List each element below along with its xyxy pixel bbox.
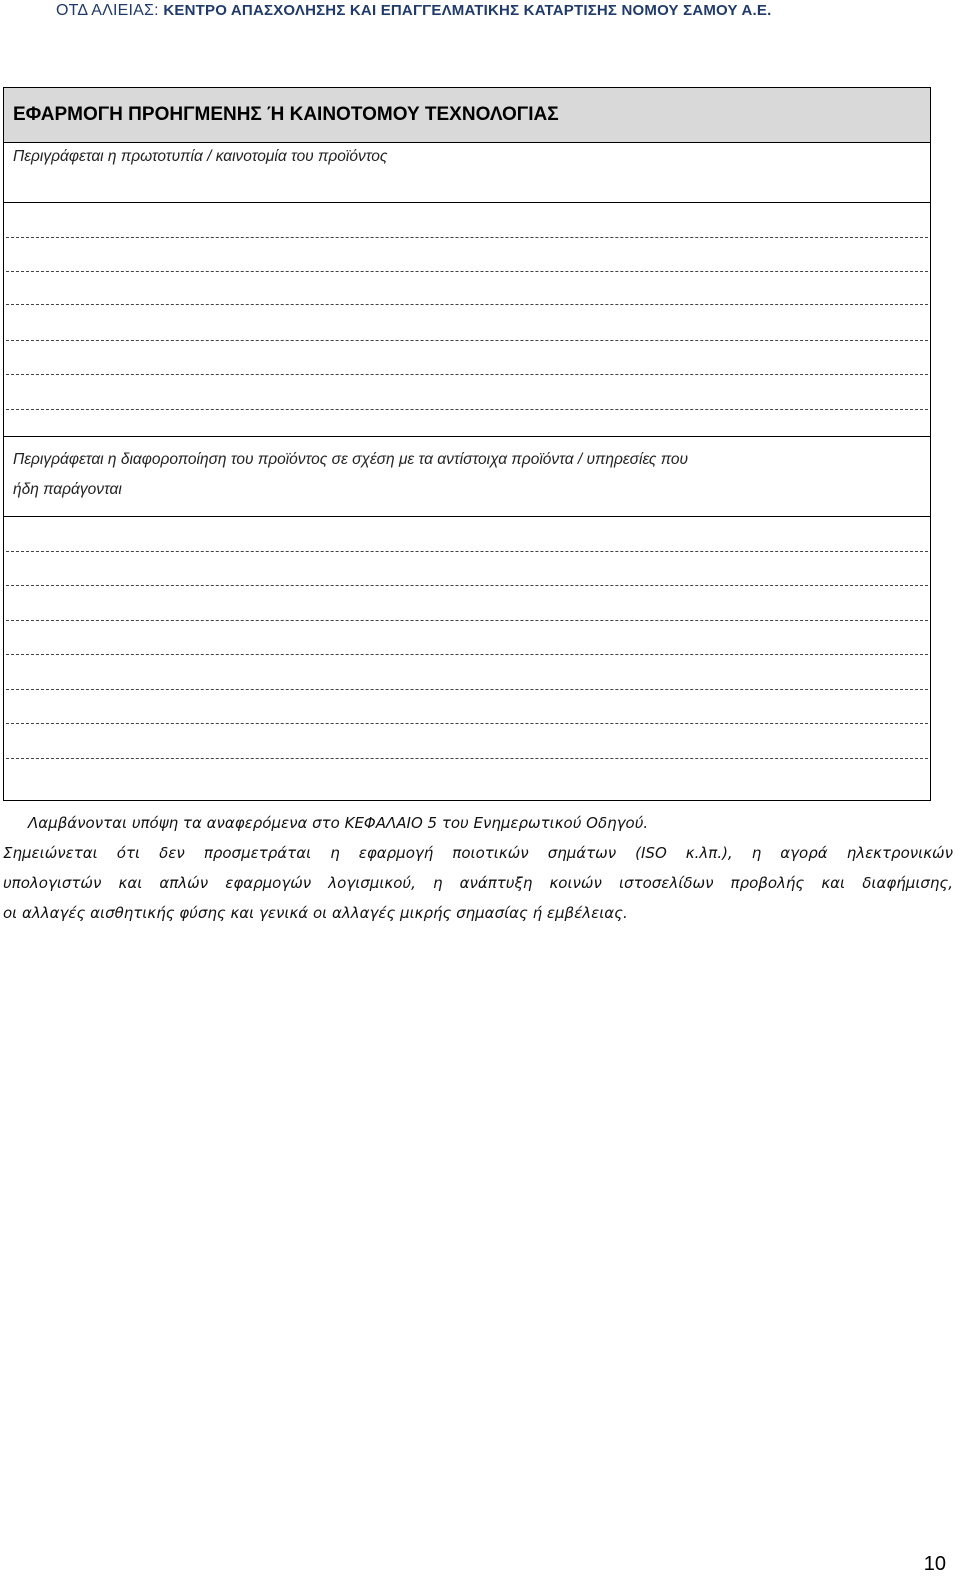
note-exclusions bbox=[3, 838, 953, 928]
dashed-line bbox=[6, 654, 928, 655]
note-exclusions-line-3: οι αλλαγές αισθητικής φύσης και γενικά οι αλλαγές μικρής σημασίας ή εμβέλειας. bbox=[3, 904, 628, 922]
note-chapter-reference: Λαμβάνονται υπόψη τα αναφερόμενα στο ΚΕΦΑΛΑΙΟ 5 του Ενημερωτικού Οδηγού. bbox=[28, 814, 649, 832]
notes-section bbox=[3, 808, 953, 928]
dashed-line bbox=[6, 758, 928, 759]
note-exclusions-line-1: Σημειώνεται ότι δεν προσμετράται η εφαρμογή ποιοτικών σημάτων (ISO κ.λπ.), η αγορά ηλεκτρονικών bbox=[3, 844, 953, 862]
prompt-differentiation-line-2: ήδη παράγονται bbox=[13, 481, 122, 498]
form-title: ΕΦΑΡΜΟΓΗ ΠΡΟΗΓΜΕΝΗΣ Ή ΚΑΙΝΟΤΟΜΟΥ ΤΕΧΝΟΛΟΓΙΑΣ bbox=[4, 88, 930, 143]
dashed-line bbox=[6, 271, 928, 272]
prompt-differentiation-line-1: Περιγράφεται η διαφοροποίηση του προϊόντος σε σχέση με τα αντίστοιχα προϊόντα / υπηρεσίες που bbox=[13, 451, 689, 468]
dashed-line bbox=[6, 409, 928, 410]
header-organization: ΟΤΔ ΑΛΙΕΙΑΣ: bbox=[56, 2, 164, 19]
dashed-line bbox=[6, 620, 928, 621]
dashed-line bbox=[6, 304, 928, 305]
dashed-line bbox=[6, 340, 928, 341]
dashed-line bbox=[6, 689, 928, 690]
dashed-line bbox=[6, 585, 928, 586]
page-header bbox=[56, 2, 936, 20]
dashed-line bbox=[6, 237, 928, 238]
note-exclusions-line-2: υπολογιστών και απλών εφαρμογών λογισμικού, η ανάπτυξη κοινών ιστοσελίδων προβολής και διαφήμισης, bbox=[3, 874, 953, 892]
prompt-differentiation bbox=[4, 437, 930, 517]
answer-area-innovation[interactable] bbox=[4, 203, 930, 437]
answer-area-differentiation[interactable] bbox=[4, 517, 930, 801]
prompt-innovation: Περιγράφεται η πρωτοτυπία / καινοτομία του προϊόντος bbox=[4, 143, 930, 203]
dashed-line bbox=[6, 551, 928, 552]
dashed-line bbox=[6, 374, 928, 375]
page-number: 10 bbox=[923, 1553, 946, 1575]
form-table bbox=[3, 87, 931, 801]
dashed-line bbox=[6, 723, 928, 724]
header-company: ΚΕΝΤΡΟ ΑΠΑΣΧΟΛΗΣΗΣ ΚΑΙ ΕΠΑΓΓΕΛΜΑΤΙΚΗΣ ΚΑΤΑΡΤΙΣΗΣ ΝΟΜΟΥ ΣΑΜΟΥ Α.Ε. bbox=[163, 2, 772, 19]
